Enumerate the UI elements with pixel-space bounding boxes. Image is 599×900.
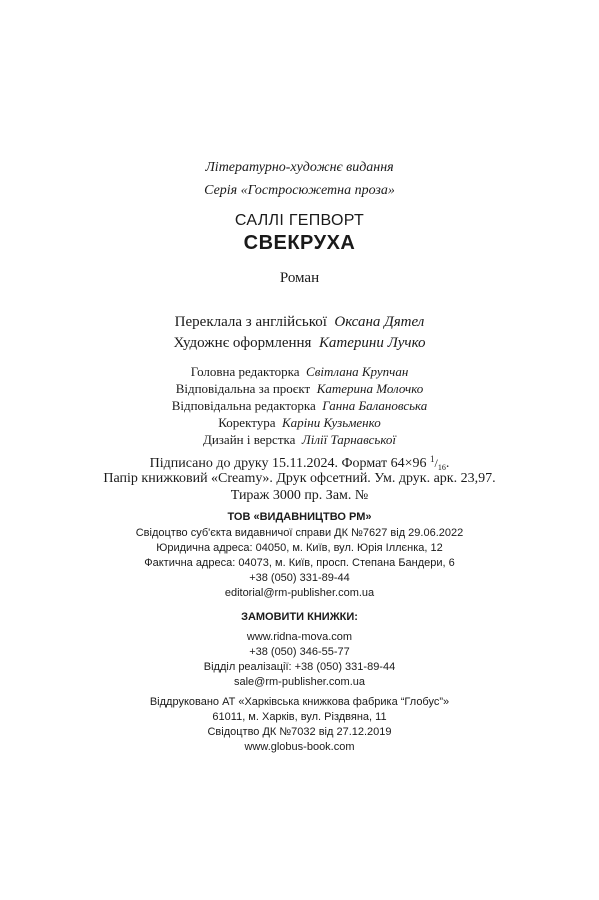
- editor-role: Відповідальна редакторка: [171, 398, 316, 413]
- editor-role: Дизайн і верстка: [202, 432, 296, 447]
- publisher-line: editorial@rm-publisher.com.ua: [224, 587, 375, 599]
- publisher-line: +38 (050) 331-89-44: [249, 572, 350, 584]
- format-fraction-slash: /: [434, 456, 438, 470]
- order-line: sale@rm-publisher.com.ua: [234, 676, 365, 688]
- print-signed-line: [0, 455, 599, 472]
- printer-line: Свідоцтво ДК №7032 від 27.12.2019: [207, 726, 392, 738]
- genre-line: Літературно-художнє видання: [205, 160, 394, 175]
- printer-line: 61011, м. Харків, вул. Різдвяна, 11: [212, 711, 387, 723]
- printer-line: Віддруковано АТ «Харківська книжкова фабрика “Глобус”»: [149, 696, 450, 708]
- publisher-line: Фактична адреса: 04073, м. Київ, просп. Степана Бандери, 6: [144, 557, 455, 569]
- book-title: СВЕКРУХА: [243, 232, 356, 254]
- publisher-name: ТОВ «ВИДАВНИЦТВО РМ»: [227, 511, 372, 523]
- order-line: +38 (050) 346-55-77: [249, 646, 350, 658]
- editor-line: [0, 382, 599, 395]
- publisher-line: Свідоцтво суб'єкта видавничої справи ДК №7627 від 29.06.2022: [135, 527, 464, 539]
- editor-line: [0, 399, 599, 412]
- editor-role: Відповідальна за проєкт: [175, 381, 311, 396]
- artist-name: Катерини Лучко: [318, 335, 426, 351]
- printer-line: www.globus-book.com: [244, 741, 355, 753]
- editor-name: Ганна Балановська: [322, 398, 428, 413]
- series-line: Серія «Гостросюжетна проза»: [204, 183, 395, 198]
- art-credit: [0, 336, 599, 351]
- editor-name: Каріни Кузьменко: [282, 415, 381, 430]
- translation-label: Переклала з англійської: [174, 314, 327, 330]
- order-line: www.ridna-mova.com: [246, 631, 353, 643]
- editor-line: [0, 433, 599, 446]
- order-line: Відділ реалізації: +38 (050) 331-89-44: [203, 661, 396, 673]
- editor-name: Світлана Крупчан: [306, 364, 409, 379]
- editor-role: Головна редакторка: [190, 364, 300, 379]
- translation-credit: [0, 315, 599, 330]
- format-fraction-end: .: [445, 456, 450, 471]
- translator-name: Оксана Дятел: [334, 314, 425, 330]
- print-signed-text: Підписано до друку 15.11.2024. Формат 64×96: [149, 456, 427, 471]
- editor-name: Лілії Тарнавської: [301, 432, 397, 447]
- editor-name: Катерина Молочко: [316, 381, 424, 396]
- editor-line: [0, 416, 599, 429]
- author-name: САЛЛІ ГЕПВОРТ: [234, 212, 365, 229]
- art-label: Художнє оформлення: [173, 335, 312, 351]
- order-heading: ЗАМОВИТИ КНИЖКИ:: [241, 611, 358, 623]
- publisher-line: Юридична адреса: 04050, м. Київ, вул. Юрія Іллєнка, 12: [156, 542, 443, 554]
- editor-role: Коректура: [218, 415, 276, 430]
- editor-line: [0, 365, 599, 378]
- format-fraction-denominator: 16: [437, 463, 446, 472]
- format-fraction-numerator: 1: [429, 454, 435, 464]
- print-paper-line: Папір книжковий «Creamy». Друк офсетний. Ум. друк. арк. 23,97.: [103, 471, 496, 486]
- book-subtitle: Роман: [279, 270, 320, 286]
- print-run-line: Тираж 3000 пр. Зам. №: [230, 488, 369, 503]
